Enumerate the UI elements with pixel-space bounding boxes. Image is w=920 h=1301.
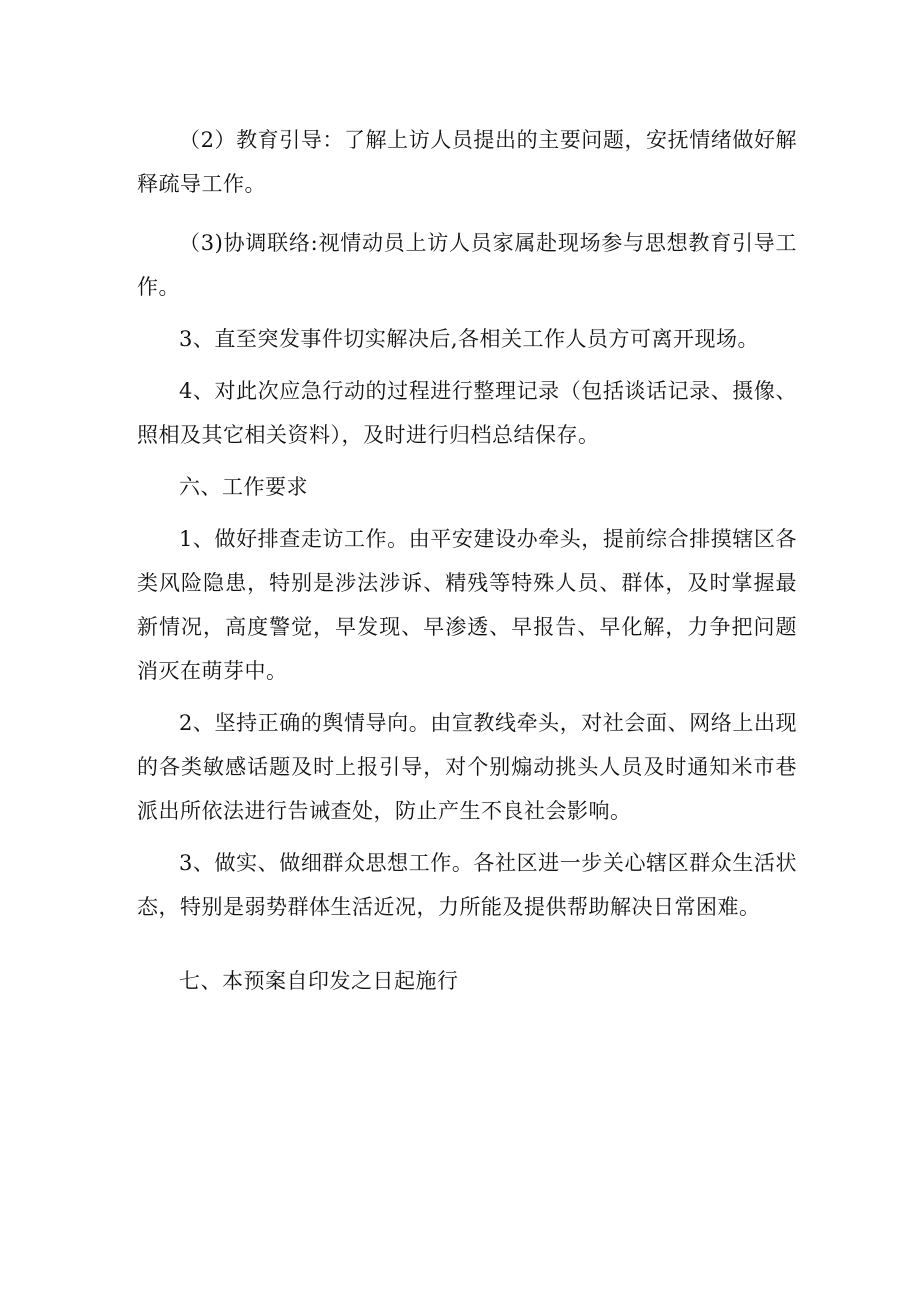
paragraph-coordination: （3)协调联络:视情动员上访人员家属赴现场参与思想教育引导工作。: [137, 231, 797, 299]
paragraph-education-guidance: （2）教育引导：了解上访人员提出的主要问题，安抚情绪做好解释疏导工作。: [137, 128, 797, 196]
paragraph-investigation-visits: 1、做好排查走访工作。由平安建设办牵头，提前综合排摸辖区各类风险隐患，特别是涉法涉诉、精残等特殊人员、群体，及时掌握最新情况，高度警觉，早发现、早渗透、早报告、早化解，力争把问题消灭在萌芽中。: [137, 527, 797, 683]
document-body: [137, 118, 797, 1003]
section-heading-work-requirements: 六、工作要求: [179, 475, 308, 499]
paragraph-mass-thought-work: 3、做实、做细群众思想工作。各社区进一步关心辖区群众生活状态，特别是弱势群体生活近况，力所能及提供帮助解决日常困难。: [137, 851, 797, 919]
paragraph-public-opinion: 2、坚持正确的舆情导向。由宣教线牵头，对社会面、网络上出现的各类敏感话题及时上报引导，对个别煽动挑头人员及时通知米市巷派出所依法进行告诫查处，防止产生不良社会影响。: [137, 711, 797, 823]
section-heading-effective-date: 七、本预案自印发之日起施行: [179, 969, 459, 993]
paragraph-leave-scene: 3、直至突发事件切实解决后,各相关工作人员方可离开现场。: [179, 327, 760, 351]
paragraph-record-archive: 4、对此次应急行动的过程进行整理记录（包括谈话记录、摄像、照相及其它相关资料），及时进行归档总结保存。: [137, 379, 797, 447]
